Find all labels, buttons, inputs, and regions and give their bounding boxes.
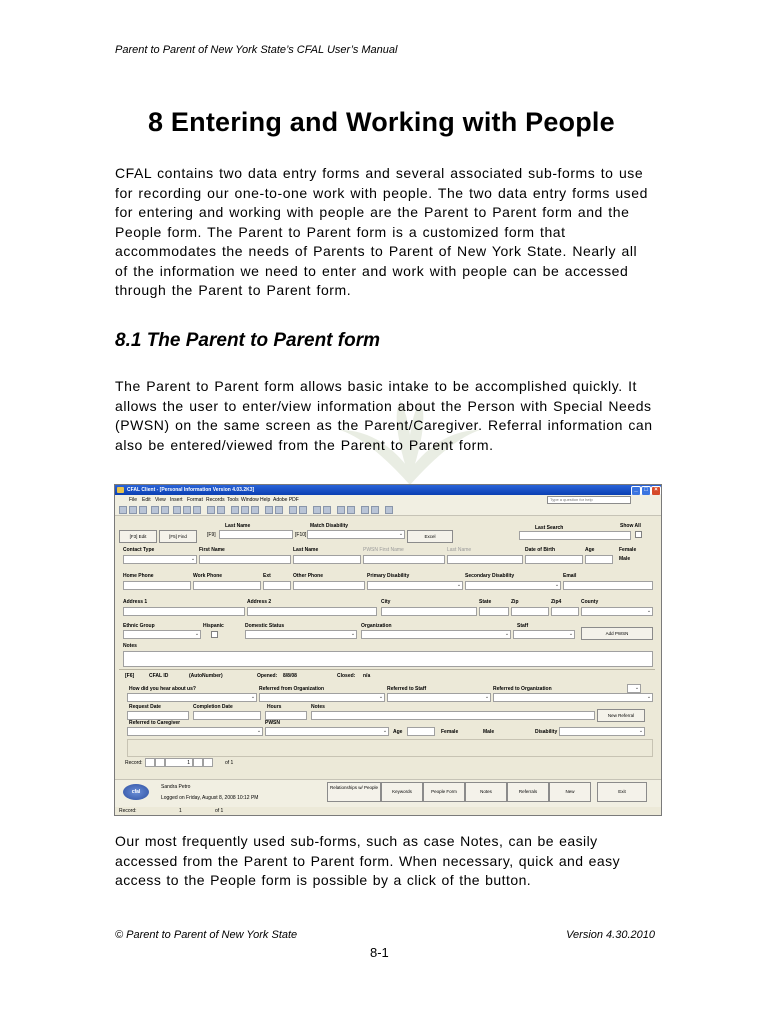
notes-textarea[interactable] [123,651,653,667]
other-phone-input[interactable] [293,581,365,590]
staff-label: Staff [517,623,529,629]
last-search-field [519,531,631,540]
first-record-button[interactable] [145,758,155,767]
ext-label: Ext [263,573,271,579]
date-of-birth-input[interactable] [525,555,583,564]
caption-paragraph: Our most frequently used sub-forms, such as case Notes, can be easily accessed from the Parent to Parent form. When necessary, quick and easy access to the People form is possible by a click of the button. [115,833,621,888]
city-label: City [381,599,391,605]
ext-input[interactable] [263,581,291,590]
tool-icon[interactable] [347,506,355,514]
referral-male-label: Male [483,729,495,735]
tool-icon[interactable] [129,506,137,514]
menu-window[interactable]: Window [241,497,259,503]
chevron-down-icon[interactable]: ⌄ [568,631,574,637]
menu-records[interactable]: Records [206,497,225,503]
new-referral-button[interactable]: New Referral [597,709,645,722]
referred-from-org-select[interactable] [259,693,385,702]
pwsn-last-name-input[interactable] [447,555,523,564]
hispanic-label: Hispanic [203,623,224,629]
tool-icon[interactable] [231,506,239,514]
referrals-button[interactable]: Referrals [507,782,549,802]
menu-format[interactable]: Format [187,497,203,503]
domestic-status-label: Domestic Status [245,623,285,629]
chevron-down-icon[interactable]: ⌄ [398,531,404,537]
chevron-down-icon[interactable]: ⌄ [350,631,356,637]
cfal-id-label: CFAL ID [149,673,169,679]
tool-icon[interactable] [371,506,379,514]
last-record-button[interactable] [203,758,213,767]
f3-edit-button[interactable]: [F3] Edit [119,530,157,543]
tool-icon[interactable] [119,506,127,514]
tool-icon[interactable] [139,506,147,514]
date-of-birth-label: Date of Birth [525,547,555,553]
contact-type-label: Contact Type [123,547,155,553]
opened-value: 8/8/08 [283,673,297,679]
referral-disability-label: Disability [535,729,558,735]
notes-button[interactable]: Notes [465,782,507,802]
people-form-button[interactable]: People Form [423,782,465,802]
age-input[interactable] [585,555,613,564]
referral-female-label: Female [441,729,459,735]
last-name-input[interactable] [293,555,361,564]
email-input[interactable] [563,581,653,590]
divider [119,669,655,670]
request-date-label: Request Date [129,704,161,710]
tool-icon[interactable] [323,506,331,514]
secondary-disability-select[interactable] [465,581,561,590]
f10-label: [F10] [295,532,307,538]
referred-to-staff-label: Referred to Staff [387,686,427,692]
female-label: Female [619,547,637,553]
bottom-record-of: of 1 [215,808,224,814]
tool-icon[interactable] [207,506,215,514]
how-did-you-hear-select[interactable] [127,693,257,702]
menu-view[interactable]: View [155,497,166,503]
closed-value: n/a [363,673,371,679]
bottom-record-number: 1 [179,808,182,814]
address2-input[interactable] [247,607,377,616]
last-name-label: Last Name [293,547,319,553]
status-strip [115,779,661,808]
tool-icon[interactable] [289,506,297,514]
tool-icon[interactable] [265,506,273,514]
referral-notes-input[interactable] [311,711,595,720]
tool-icon[interactable] [193,506,201,514]
record-number: 1 [187,760,190,766]
record-of-count: of 1 [225,760,234,766]
menu-edit[interactable]: Edit [142,497,151,503]
excel-button[interactable]: Excel [407,530,453,543]
chapter-title: 8 Entering and Working with People [148,107,615,137]
work-phone-label: Work Phone [193,573,223,579]
pwsn-select[interactable] [265,727,389,736]
chevron-down-icon[interactable]: ⌄ [456,582,462,588]
referral-subform [127,739,653,757]
search-last-name-label: Last Name [225,523,251,529]
how-did-you-hear-label: How did you hear about us? [129,686,196,692]
maximize-icon[interactable]: □ [641,486,651,496]
tool-icon[interactable] [299,506,307,514]
referral-disability-select[interactable] [559,727,645,736]
match-disability-label: Match Disability [310,523,349,529]
county-select[interactable] [581,607,653,616]
tool-icon[interactable] [385,506,393,514]
f9-label: [F9] [207,532,216,538]
chevron-down-icon[interactable]: ⌄ [646,608,652,614]
referred-to-caregiver-select[interactable] [127,727,263,736]
show-all-checkbox[interactable] [635,531,642,538]
pwsn-first-name-label: PWSN First Name [363,547,404,553]
organization-label: Organization [361,623,392,629]
tool-icon[interactable] [337,506,345,514]
request-date-input[interactable] [127,711,189,720]
referral-age-field [407,727,435,736]
relationships-button[interactable]: Relationships w/ People [327,782,381,802]
menu-file[interactable]: File [129,497,138,503]
contact-type-select[interactable] [123,555,197,564]
staff-select[interactable] [513,630,575,639]
chevron-down-icon[interactable]: ⌄ [250,694,256,700]
f5-find-button[interactable]: [F5] Find [159,530,197,543]
city-input[interactable] [381,607,477,616]
menu-tools[interactable]: Tools [227,497,239,503]
domestic-status-select[interactable] [245,630,357,639]
last-search-label: Last Search [535,525,564,531]
other-phone-label: Other Phone [293,573,324,579]
county-label: County [581,599,599,605]
pwsn-first-name-input[interactable] [363,555,445,564]
tool-icon[interactable] [173,506,181,514]
referred-to-staff-select[interactable] [387,693,491,702]
opened-label: Opened: [257,673,278,679]
organization-select[interactable] [361,630,511,639]
hours-label: Hours [267,704,282,710]
tool-icon[interactable] [275,506,283,514]
chevron-down-icon[interactable]: ⌄ [378,694,384,700]
bottom-record-label: Record: [119,808,137,814]
record-label: Record: [125,760,143,766]
first-name-label: First Name [199,547,225,553]
new-button[interactable]: New [549,782,591,802]
toolbar [115,504,661,516]
referred-to-caregiver-label: Referred to Caregiver [129,720,181,726]
show-all-label: Show All [620,523,641,529]
footer-copyright: © Parent to Parent of New York State [115,929,298,941]
male-label: Male [619,556,631,562]
next-record-button[interactable] [193,758,203,767]
chevron-down-icon[interactable]: ⌄ [256,728,262,734]
home-phone-input[interactable] [123,581,191,590]
window-titlebar [115,485,661,495]
address2-label: Address 2 [247,599,272,605]
zip-input[interactable] [511,607,549,616]
age-label: Age [585,547,595,553]
zip4-label: Zip4 [551,599,562,605]
logged-on-text: Logged on Friday, August 8, 2008 10:12 PM [161,795,259,801]
secondary-disability-label: Secondary Disability [465,573,515,579]
primary-disability-label: Primary Disability [367,573,410,579]
menu-insert[interactable]: Insert [170,497,183,503]
close-icon[interactable]: × [651,486,661,496]
chevron-down-icon[interactable]: ⌄ [646,694,652,700]
chevron-down-icon[interactable]: ⌄ [554,582,560,588]
work-phone-input[interactable] [193,581,261,590]
minimize-icon[interactable]: _ [631,486,641,496]
menu-help[interactable]: Help [260,497,271,503]
tool-icon[interactable] [361,506,369,514]
section-heading: 8.1 The Parent to Parent form [115,330,381,351]
add-pwsn-button[interactable]: Add PWSN [581,627,653,640]
help-search-input[interactable]: Type a question for help [547,496,631,504]
tool-icon[interactable] [217,506,225,514]
tool-icon[interactable] [183,506,191,514]
app-icon [117,487,124,493]
first-name-input[interactable] [199,555,291,564]
tool-icon[interactable] [241,506,249,514]
referral-age-label: Age [393,729,403,735]
state-label: State [479,599,492,605]
bottom-record-bar [115,807,661,815]
keywords-button[interactable]: Keywords [381,782,423,802]
address1-label: Address 1 [123,599,148,605]
menu-adobe-pdf[interactable]: Adobe PDF [273,497,299,503]
chevron-down-icon[interactable]: ⌄ [194,631,200,637]
chevron-down-icon[interactable]: ⌄ [190,556,196,562]
ethnic-group-select[interactable] [123,630,201,639]
chevron-down-icon[interactable]: ⌄ [484,694,490,700]
tool-icon[interactable] [313,506,321,514]
cfal-logo: cfal [123,784,149,800]
intro-paragraph: CFAL contains two data entry forms and several associated sub-forms to use for recording our one-to-one work with people. The two data entry forms used for entering and working with people are the Parent to Parent form and the People form. The Parent to Parent form is a customized form that accommodates the needs of Parents to Parent of New York State. Nearly all of the information we need to enter and work with people can be accessed through the Parent to Parent form. [115,165,648,298]
footer-version: Version 4.30.2010 [566,929,655,941]
completion-date-input[interactable] [193,711,261,720]
tool-icon[interactable] [161,506,169,514]
cfal-id-value: (AutoNumber) [189,673,223,679]
chevron-down-icon[interactable]: ⌄ [382,728,388,734]
hispanic-checkbox[interactable] [211,631,218,638]
ethnic-group-label: Ethnic Group [123,623,155,629]
user-name: Sandra Petro [161,784,191,790]
completion-date-label: Completion Date [193,704,233,710]
section-paragraph: The Parent to Parent form allows basic intake to be accomplished quickly. It allows the user to enter/view information about the Person with Special Needs (PWSN) on the same screen as the Parent/Caregiver. Referral information can also be entered/viewed from the Parent to Parent form. [115,378,653,453]
address1-input[interactable] [123,607,245,616]
zip4-input[interactable] [551,607,579,616]
f6-label: [F6] [125,673,135,679]
search-last-name-input[interactable] [219,530,293,539]
menu-bar [115,495,661,504]
hours-input[interactable] [265,711,307,720]
pwsn-last-name-label: Last Name [447,547,472,553]
cfal-form-screenshot [114,484,662,816]
primary-disability-select[interactable] [367,581,463,590]
pwsn-label: PWSN [265,720,280,726]
record-number-input[interactable] [165,758,193,767]
window-title: CFAL Client - [Personal Information Version 4.03.2K3] [127,487,255,493]
referred-to-org-label: Referred to Organization [493,686,552,692]
closed-label: Closed: [337,673,356,679]
chevron-down-icon[interactable]: ⌄ [634,685,640,691]
exit-button[interactable]: Exit [597,782,647,802]
tool-icon[interactable] [151,506,159,514]
state-input[interactable] [479,607,509,616]
notes-label: Notes [123,643,137,649]
referred-from-org-label: Referred from Organization [259,686,325,692]
prev-record-button[interactable] [155,758,165,767]
referral-notes-label: Notes [311,704,325,710]
zip-label: Zip [511,599,519,605]
chevron-down-icon[interactable]: ⌄ [638,728,644,734]
home-phone-label: Home Phone [123,573,154,579]
email-label: Email [563,573,577,579]
referral-select[interactable] [627,684,641,693]
tool-icon[interactable] [251,506,259,514]
running-header: Parent to Parent of New York State’s CFAL User’s Manual [115,44,398,56]
match-disability-select[interactable] [307,530,405,539]
page-number: 8-1 [370,945,389,960]
referred-to-org-select[interactable] [493,693,653,702]
chevron-down-icon[interactable]: ⌄ [504,631,510,637]
